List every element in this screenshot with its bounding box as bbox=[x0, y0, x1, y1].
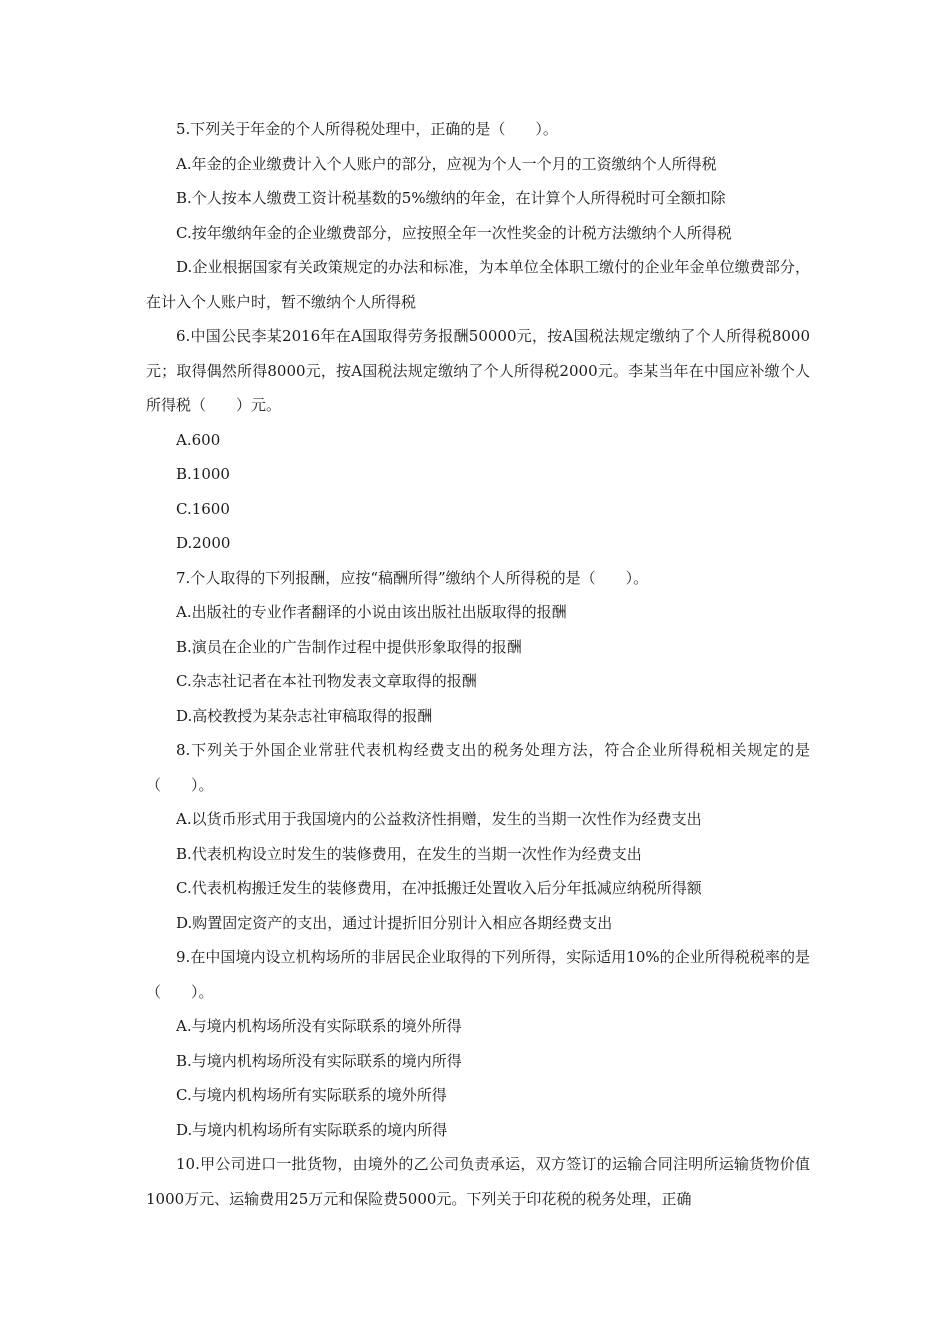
question-7-option-d: D.高校教授为某杂志社审稿取得的报酬 bbox=[176, 706, 433, 725]
question-9-option-c: C.与境内机构场所有实际联系的境外所得 bbox=[176, 1086, 447, 1104]
question-7-stem: 7.个人取得的下列报酬，应按“稿酬所得”缴纳个人所得税的是（ ）。 bbox=[176, 568, 649, 587]
question-8-option-a: A.以货币形式用于我国境内的公益救济性捐赠，发生的当期一次性作为经费支出 bbox=[176, 810, 702, 828]
question-9-option-b: B.与境内机构场所没有实际联系的境内所得 bbox=[176, 1051, 462, 1070]
question-9-option-a: A.与境内机构场所没有实际联系的境外所得 bbox=[176, 1017, 462, 1035]
question-9-stem: 9.在中国境内设立机构场所的非居民企业取得的下列所得，实际适用10%的企业所得税税率的是（ ）。 bbox=[146, 948, 810, 1001]
question-10-stem: 10.甲公司进口一批货物，由境外的乙公司负责承运，双方签订的运输合同注明所运输货物价值1000万元、运输费用25万元和保险费5000元。下列关于印花税的税务处理，正确 bbox=[146, 1155, 810, 1208]
question-9-option-d: D.与境内机构场所有实际联系的境内所得 bbox=[176, 1120, 448, 1139]
question-7-option-c: C.杂志社记者在本社刊物发表文章取得的报酬 bbox=[176, 672, 477, 690]
question-6-option-c: C.1600 bbox=[176, 499, 230, 518]
question-5-option-a: A.年金的企业缴费计入个人账户的部分，应视为个人一个月的工资缴纳个人所得税 bbox=[176, 154, 717, 173]
question-6-stem: 6.中国公民李某2016年在A国取得劳务报酬50000元，按A国税法规定缴纳了个人所得税8000元；取得偶然所得8000元，按A国税法规定缴纳了个人所得税2000元。李某当年在中国应补缴个人所得税（ ）元。 bbox=[146, 327, 810, 414]
question-6-option-a: A.600 bbox=[176, 430, 221, 449]
question-5-stem: 5.下列关于年金的个人所得税处理中，正确的是（ ）。 bbox=[176, 120, 558, 138]
question-8-option-b: B.代表机构设立时发生的装修费用，在发生的当期一次性作为经费支出 bbox=[176, 844, 642, 863]
question-7-option-a: A.出版社的专业作者翻译的小说由该出版社出版取得的报酬 bbox=[176, 603, 567, 621]
question-list bbox=[146, 112, 810, 1216]
question-6-option-d: D.2000 bbox=[176, 534, 231, 552]
question-5-option-b: B.个人按本人缴费工资计税基数的5%缴纳的年金，在计算个人所得税时可全额扣除 bbox=[176, 189, 726, 207]
question-5-option-d: D.企业根据国家有关政策规定的办法和标准，为本单位全体职工缴付的企业年金单位缴费部分，在计入个人账户时，暂不缴纳个人所得税 bbox=[146, 258, 810, 311]
question-7-option-b: B.演员在企业的广告制作过程中提供形象取得的报酬 bbox=[176, 637, 522, 656]
question-6-option-b: B.1000 bbox=[176, 465, 230, 483]
question-8-option-d: D.购置固定资产的支出，通过计提折旧分别计入相应各期经费支出 bbox=[176, 913, 613, 932]
question-8-option-c: C.代表机构搬迁发生的装修费用，在冲抵搬迁处置收入后分年抵减应纳税所得额 bbox=[176, 879, 702, 897]
question-8-stem: 8.下列关于外国企业常驻代表机构经费支出的税务处理方法，符合企业所得税相关规定的是（ ）。 bbox=[146, 741, 810, 794]
question-5-option-c: C.按年缴纳年金的企业缴费部分，应按照全年一次性奖金的计税方法缴纳个人所得税 bbox=[176, 223, 732, 242]
